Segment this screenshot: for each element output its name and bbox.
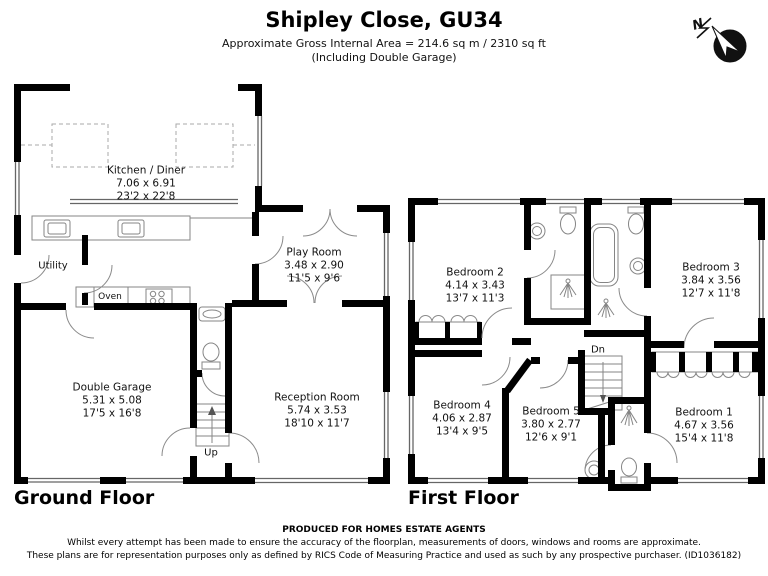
rooflight-icons (21, 124, 255, 167)
room-dims-metric: 4.06 x 2.87 (432, 412, 492, 425)
area-subtitle: Approximate Gross Internal Area = 214.6 sq m / 2310 sq ft (222, 37, 546, 50)
room-dims-imperial: 11'5 x 9'6 (287, 272, 341, 285)
room-name: Bedroom 4 (433, 399, 491, 412)
room-label-bedroom3 (681, 261, 741, 300)
stairs-down-label: Dn (590, 344, 606, 356)
utility-label: Utility (38, 260, 68, 272)
room-name: Kitchen / Diner (106, 164, 186, 177)
basin-icon (630, 258, 646, 274)
room-name: Bedroom 5 (522, 405, 580, 418)
footer-disclaimer-1: Whilst every attempt has been made to ensure the accuracy of the floorplan, measurements of doors, windows and rooms are approximate. (67, 538, 701, 548)
shower-icon (560, 279, 576, 298)
room-dims-imperial: 23'2 x 22'8 (116, 190, 176, 203)
compass-north-label: N (690, 16, 706, 34)
first-floor-plan (408, 198, 765, 491)
room-dims-metric: 3.80 x 2.77 (521, 418, 581, 431)
room-dims-imperial: 12'6 x 9'1 (524, 431, 578, 444)
wc-fixtures (199, 307, 225, 369)
room-label-kitchen (107, 164, 185, 203)
room-label-bedroom5 (521, 405, 581, 444)
room-dims-metric: 4.14 x 3.43 (445, 279, 505, 292)
bathroom-fixtures (590, 207, 646, 318)
toilet-icon (628, 207, 644, 234)
footer-disclaimer-2: These plans are for representation purposes only as defined by RICS Code of Measuring Practice and used as such by any prospective purchaser. (ID1036182) (26, 551, 742, 561)
room-name: Bedroom 2 (446, 266, 504, 279)
basin-icon (529, 223, 545, 239)
room-label-bedroom4 (432, 399, 492, 438)
ground-floor-title: Ground Floor (14, 487, 155, 509)
room-name: Play Room (286, 246, 342, 259)
room-dims-imperial: 15'4 x 11'8 (674, 432, 734, 445)
header (0, 8, 768, 64)
room-dims-metric: 3.48 x 2.90 (284, 259, 344, 272)
shower-icon (598, 299, 614, 318)
room-dims-metric: 5.74 x 3.53 (287, 404, 347, 417)
stairs-up-icon (196, 404, 229, 446)
toilet-icon (621, 458, 637, 483)
room-dims-imperial: 13'4 x 9'5 (435, 425, 489, 438)
toilet-icon (202, 343, 220, 369)
room-label-play-room (284, 246, 344, 285)
room-label-bedroom1 (674, 406, 734, 445)
room-dims-metric: 4.67 x 3.56 (674, 419, 734, 432)
room-dims-imperial: 17'5 x 16'8 (82, 407, 142, 420)
footer-produced-for: PRODUCED FOR HOMES ESTATE AGENTS (282, 525, 486, 535)
bath-icon (590, 224, 618, 286)
first-floor-title: First Floor (408, 487, 519, 509)
room-dims-metric: 3.84 x 3.56 (681, 274, 741, 287)
room-name: Bedroom 1 (675, 406, 733, 419)
room-dims-imperial: 13'7 x 11'3 (445, 292, 505, 305)
walls-first (408, 198, 765, 491)
shower-icon (621, 406, 637, 426)
room-dims-metric: 5.31 x 5.08 (82, 394, 142, 407)
oven-label: Oven (98, 292, 122, 302)
room-dims-imperial: 18'10 x 11'7 (284, 417, 350, 430)
room-label-bedroom2 (445, 266, 505, 305)
wardrobe-bedroom1 (650, 352, 758, 378)
room-name: Bedroom 3 (682, 261, 740, 274)
page-title: Shipley Close, GU34 (265, 8, 503, 32)
room-label-garage (73, 381, 152, 420)
room-dims-metric: 7.06 x 6.91 (116, 177, 176, 190)
wardrobe-bedroom2 (414, 316, 482, 341)
room-name: Double Garage (72, 381, 152, 394)
toilet-icon (560, 207, 576, 234)
stairs-up-label: Up (204, 447, 218, 459)
room-name: Reception Room (274, 391, 360, 404)
room-dims-imperial: 12'7 x 11'8 (681, 287, 741, 300)
room-label-reception (274, 391, 360, 430)
ensuite-fixtures (529, 207, 585, 309)
area-subtitle-note: (Including Double Garage) (311, 51, 457, 64)
